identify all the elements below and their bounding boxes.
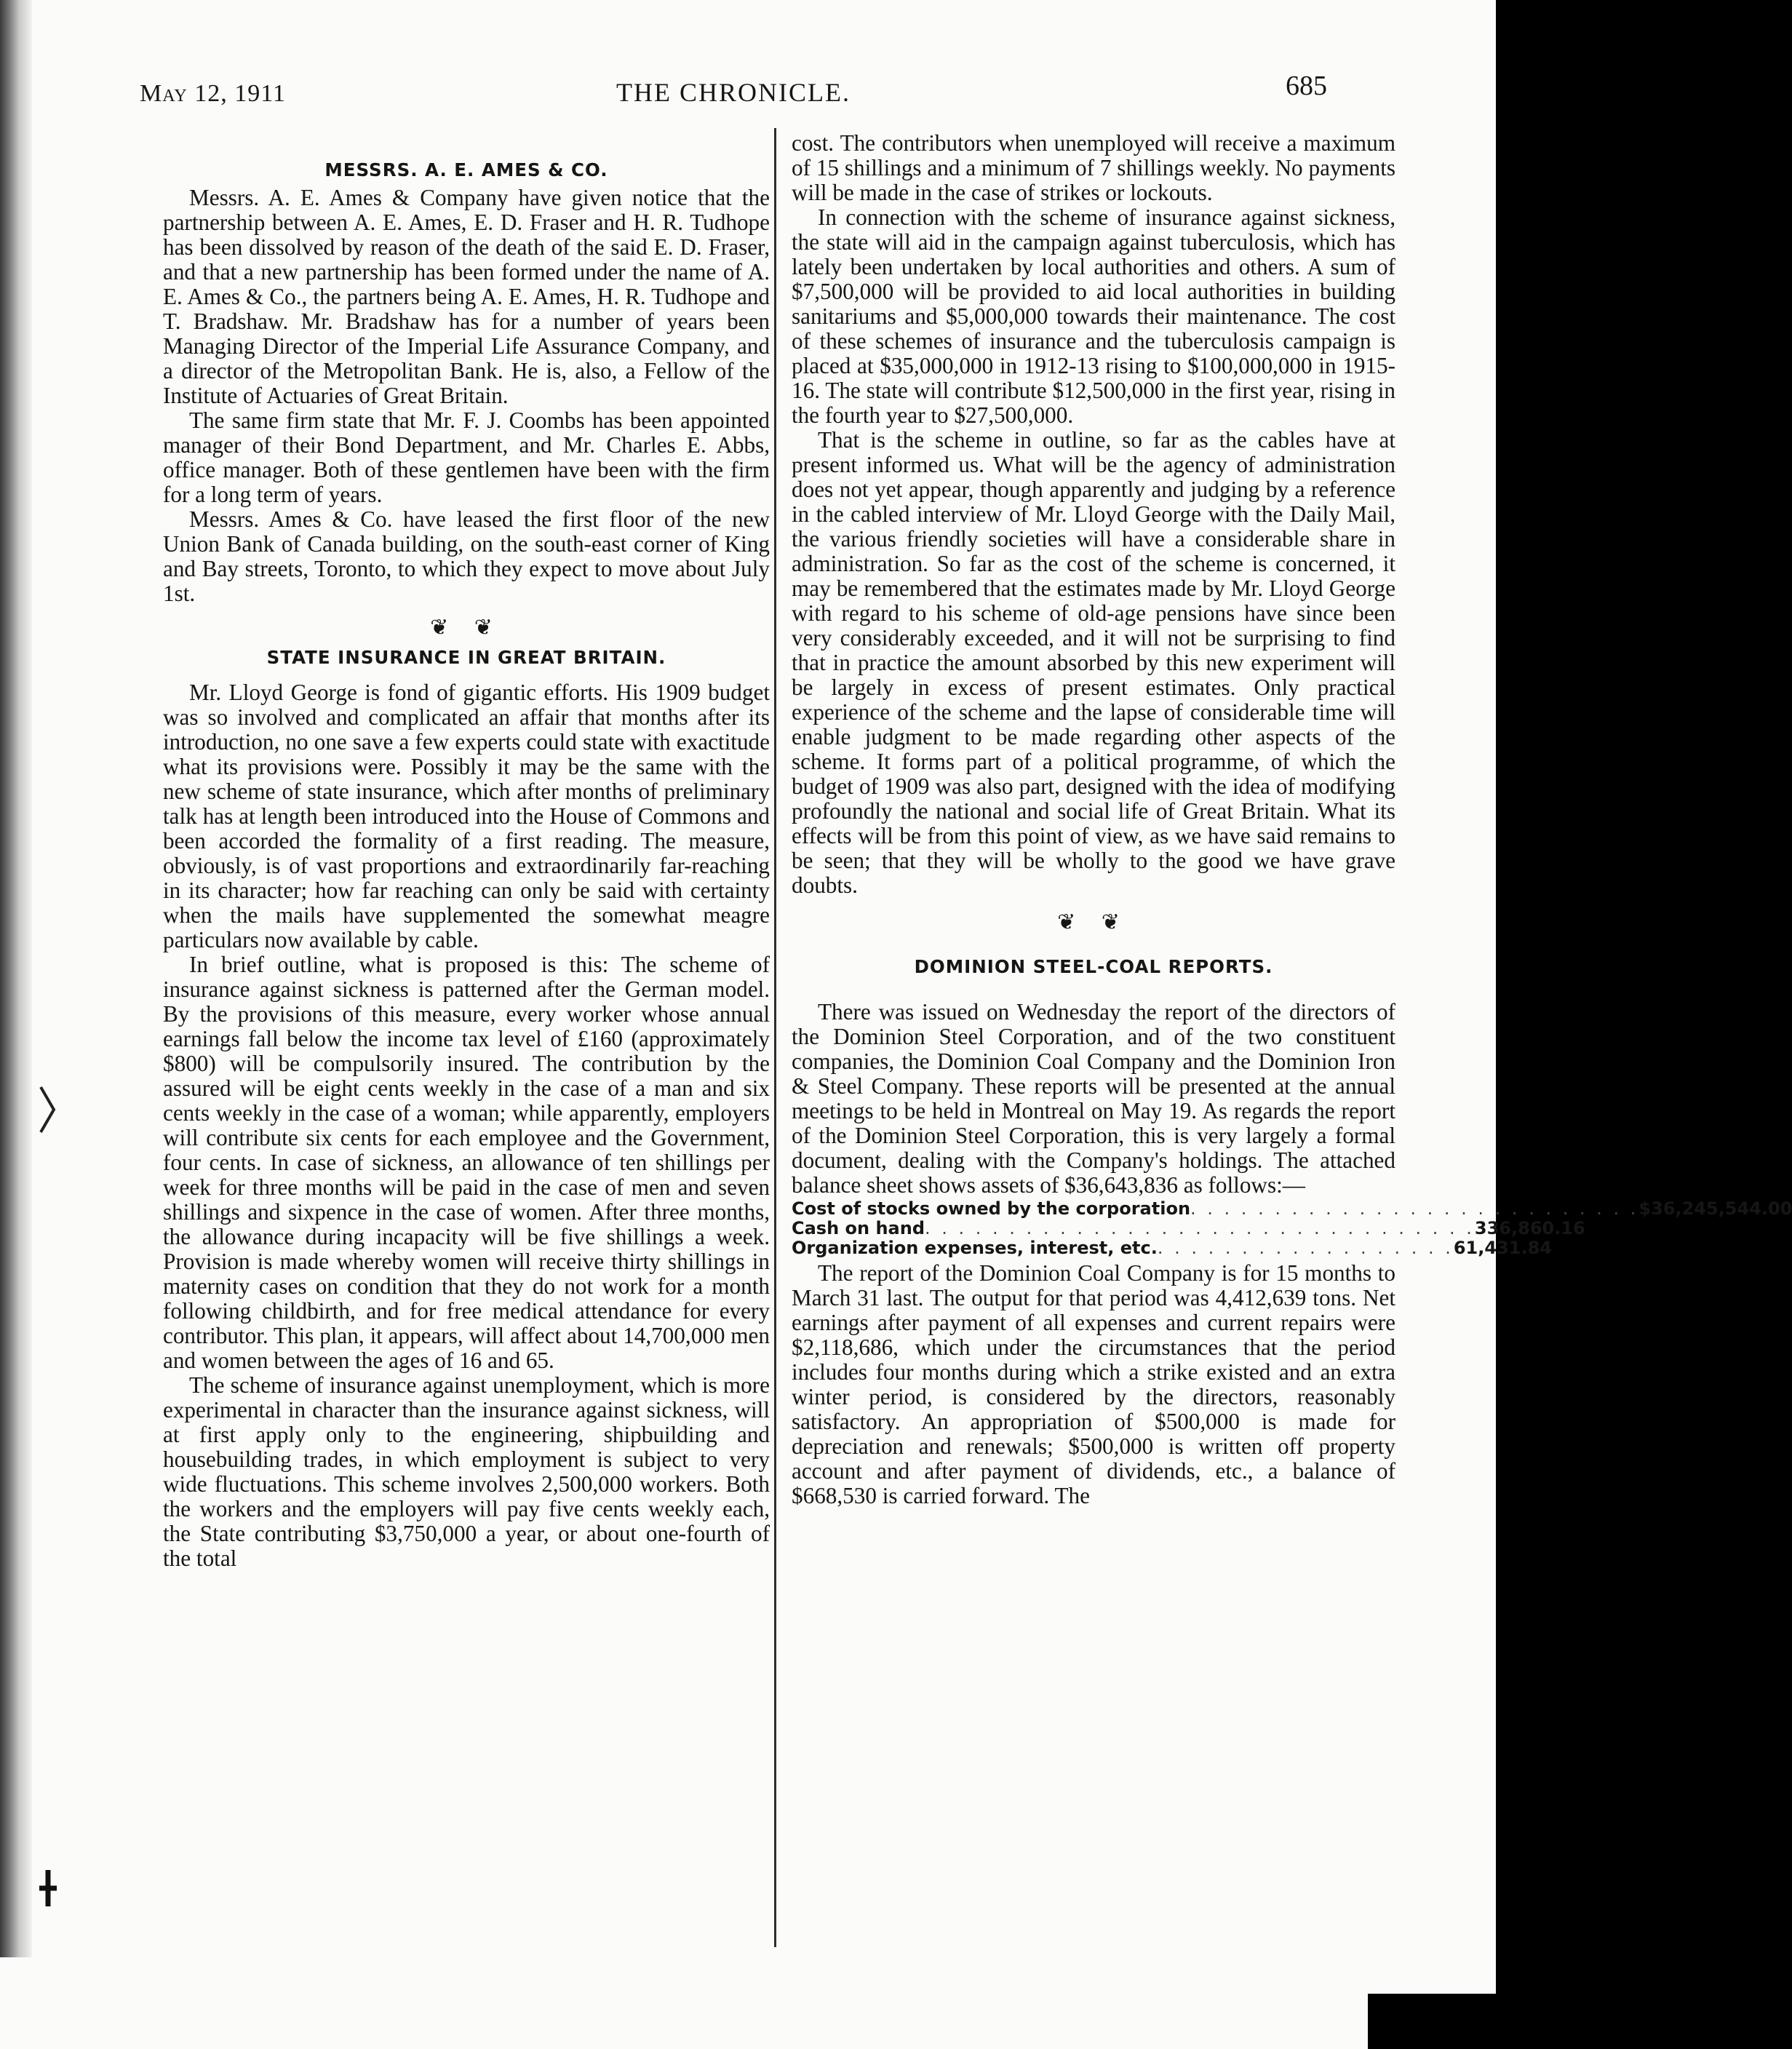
article-title: STATE INSURANCE IN GREAT BRITAIN.	[266, 647, 666, 668]
article-paragraph: That is the scheme in outline, so far as the cables have at present informed us. What will be the agency of administration does not yet appear, though apparently and judging by a reference in the cabled interview of Mr. Lloyd George with the Daily Mail, the various friendly societies will have a considerable share in administration. So far as the cost of the scheme is concerned, it may be remembered that the estimates made by Mr. Lloyd George with regard to his scheme of old-age pensions have since been very considerably exceeded, and it will not be surprising to find that in practice the amount absorbed by this new experiment will be largely in excess of present estimates. Only practical experience of the scheme and the lapse of considerable time will enable judgment to be made regarding other aspects of the scheme. It forms part of a political programme, of which the budget of 1909 was also part, designed with the idea of modifying profoundly the national and social life of Great Britain. What its effects will be from this point of view, as we have said remains to be seen; that they will be wholly to the good we have grave doubts.	[792, 427, 1395, 898]
binding-tab-mark	[38, 1863, 58, 1914]
right-column	[792, 130, 1792, 1957]
article-paragraph: The scheme of insurance against unemployment, which is more experimental in character than the insurance against sickness, will at first apply only to the engineering, shipbuilding and housebuilding trades, in which employment is subject to very wide fluctuations. This scheme involves 2,500,000 workers. Both the workers and the employers will pay five cents weekly each, the State contributing $3,750,000 a year, or about one-fourth of the total	[163, 1372, 770, 1571]
article-paragraph: There was issued on Wednesday the report of the directors of the Dominion Steel Corporation, and of the two constituent companies, the Dominion Coal Company and the Dominion Iron & Steel Company. These reports will be presented at the annual meetings to be held in Montreal on May 19. As regards the report of the Dominion Steel Corporation, this is very largely a formal document, dealing with the Company's holdings. The attached balance sheet shows assets of $36,643,836 as follows:—	[792, 999, 1395, 1198]
table-row	[792, 1238, 1552, 1258]
table-row	[792, 1218, 1585, 1238]
section-ornament: ❦ ❦	[430, 616, 503, 640]
table-label: Cash on hand	[792, 1218, 925, 1238]
article-paragraph: The report of the Dominion Coal Company is for 15 months to March 31 last. The output for that period was 4,412,639 tons. Net earnings after payment of all expenses and current repairs were $2,118,686, which under the circumstances that the period includes four months during which a strike existed and an extra winter period, is considered by the directors, reasonably satisfactory. An appropriation of $500,000 is made for depreciation and renewals; $500,000 is written off property account and after payment of dividends, etc., a balance of $668,530 is carried forward. The	[792, 1260, 1395, 1508]
issue-date: May 12, 1911	[140, 80, 286, 107]
article-paragraph: cost. The contributors when unemployed will receive a maximum of 15 shillings and a minimum of 7 shillings weekly. No payments will be made in the case of strikes or lockouts.	[792, 130, 1395, 205]
article-title: MESSRS. A. E. AMES & CO.	[324, 159, 608, 180]
binding-tab-mark	[38, 1084, 58, 1135]
table-label: Organization expenses, interest, etc.	[792, 1238, 1158, 1258]
left-column	[163, 131, 770, 1957]
article-paragraph: Messrs. A. E. Ames & Company have given notice that the partnership between A. E. Ames, E. D. Fraser and H. R. Tudhope has been dissolved by reason of the death of the said E. D. Fraser, and that a new partnership has been formed under the name of A. E. Ames & Co., the partners being A. E. Ames, H. R. Tudhope and T. Bradshaw. Mr. Bradshaw has for a number of years been Managing Director of the Imperial Life Assurance Company, and a director of the Metropolitan Bank. He is, also, a Fellow of the Institute of Actuaries of Great Britain.	[163, 185, 770, 408]
leader-dots: . . . . . . . . . . . . . . . . . .	[1157, 1238, 1454, 1258]
table-row	[792, 1198, 1792, 1219]
table-amount: 61,431.84	[1453, 1238, 1552, 1258]
bottom-margin	[0, 1957, 1496, 2049]
leader-dots: . . . . . . . . . . . . . . . . . . . . . . . . . . .	[1190, 1198, 1639, 1219]
leader-dots: . . . . . . . . . . . . . . . . . . . . . . . . . . . . . . . . .	[925, 1218, 1475, 1238]
table-amount: $36,245,544.00	[1638, 1198, 1792, 1219]
page-number: 685	[1286, 71, 1327, 101]
publication-title: THE CHRONICLE.	[616, 78, 851, 107]
article-paragraph: Messrs. Ames & Co. have leased the first floor of the new Union Bank of Canada building, on the south-east corner of King and Bay streets, Toronto, to which they expect to move about July 1st.	[163, 506, 770, 606]
page-header	[140, 70, 1327, 128]
article-paragraph: The same firm state that Mr. F. J. Coombs has been appointed manager of their Bond Department, and Mr. Charles E. Abbs, office manager. Both of these gentlemen have been with the firm for a long term of years.	[163, 407, 770, 507]
scan-background	[1368, 1994, 1496, 2049]
table-amount: 336,860.16	[1474, 1218, 1585, 1238]
article-paragraph: Mr. Lloyd George is fond of gigantic efforts. His 1909 budget was so involved and complicated an affair that months after its introduction, no one save a few experts could state with exactitude what its provisions were. Possibly it may be the same with the new scheme of state insurance, which after months of preliminary talk has at length been introduced into the House of Commons and been accorded the formality of a first reading. The measure, obviously, is of vast proportions and extraordinarily far-reaching in its character; how far reaching can only be said with certainty when the mails have supplemented the somewhat meagre particulars now available by cable.	[163, 680, 770, 952]
column-divider	[774, 128, 776, 1947]
section-ornament: ❦ ❦	[1057, 910, 1130, 934]
article-paragraph: In connection with the scheme of insurance against sickness, the state will aid in the campaign against tuberculosis, which has lately been undertaken by local authorities and others. A sum of $7,500,000 will be provided to aid local authorities in building sanitariums and $5,000,000 towards their maintenance. The cost of these schemes of insurance and the tuberculosis campaign is placed at $35,000,000 in 1912-13 rising to $100,000,000 in 1915-16. The state will contribute $12,500,000 in the first year, rising in the fourth year to $27,500,000.	[792, 204, 1395, 428]
book-binding-edge	[0, 0, 32, 2049]
article-paragraph: In brief outline, what is proposed is this: The scheme of insurance against sickness is patterned after the German model. By the provisions of this measure, every worker whose annual earnings fall below the income tax level of £160 (approximately $800) will be compulsorily insured. The contribution by the assured will be eight cents weekly in the case of a man and six cents weekly in the case of a woman; while apparently, employers will contribute six cents for each employee and the Government, four cents. In case of sickness, an allowance of ten shillings per week for three months will be paid in the case of men and seven shillings and sixpence in the case of women. After three months, the allowance during incapacity will be five shillings a week. Provision is made whereby women will receive thirty shillings in maternity cases on condition that they do not work for a month following childbirth, and for free medical attendance for every contributor. This plan, it appears, will affect about 14,700,000 men and women between the ages of 16 and 65.	[163, 952, 770, 1373]
table-label: Cost of stocks owned by the corporation	[792, 1198, 1191, 1219]
article-title: DOMINION STEEL-COAL REPORTS.	[914, 956, 1273, 977]
balance-sheet-table	[792, 1198, 1792, 1258]
